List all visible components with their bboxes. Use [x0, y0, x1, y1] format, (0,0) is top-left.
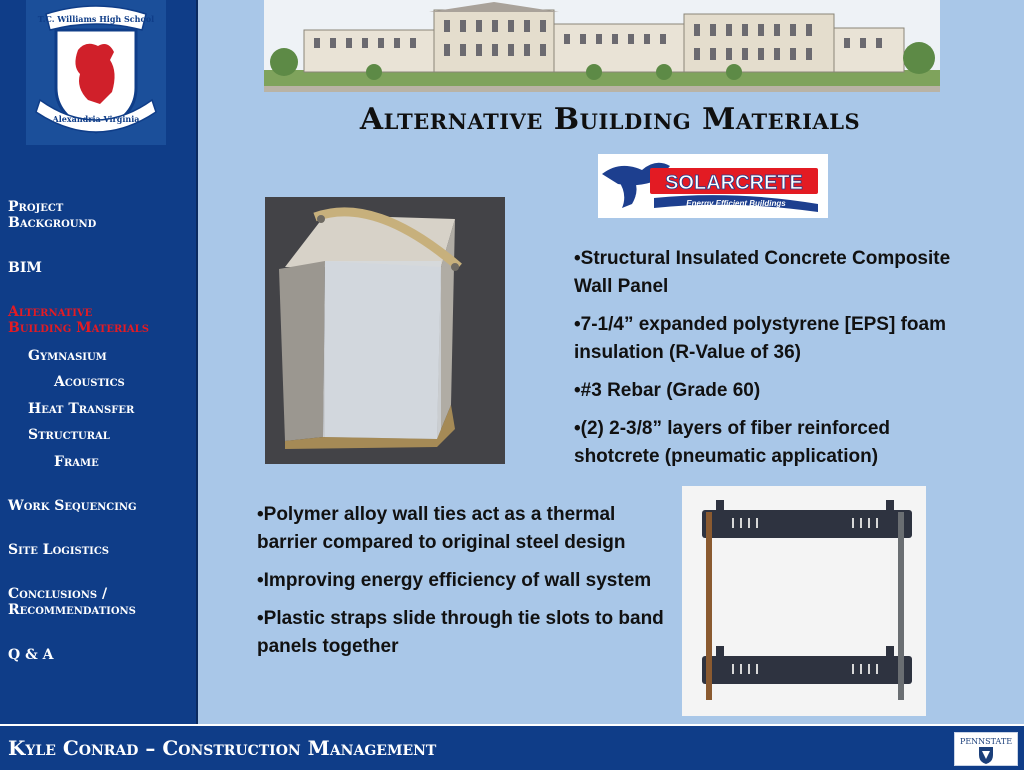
penn-state-logo [954, 732, 1018, 766]
nav-frame[interactable] [54, 454, 99, 470]
sidebar [0, 0, 198, 724]
nav-structural[interactable] [28, 427, 110, 443]
crest-bottom-text: Alexandria Virginia [52, 114, 140, 124]
nav-label: Structural [28, 427, 110, 443]
nav-conclusions-recommendations[interactable] [8, 586, 136, 618]
crest-top-text: T.C. Williams High School [37, 14, 155, 24]
nav-heat-transfer[interactable] [28, 401, 134, 417]
wall-panel-sample-photo [265, 197, 505, 464]
footer-bar [0, 724, 1024, 770]
nav-work-sequencing[interactable] [8, 498, 137, 514]
solarcrete-logo [598, 154, 828, 218]
nav-label: Background [8, 215, 97, 231]
nav-q-and-a[interactable] [8, 647, 53, 663]
nav-site-logistics[interactable] [8, 542, 109, 558]
nav-label: Alternative [8, 304, 93, 320]
nav-label: Site Logistics [8, 542, 110, 558]
panel-specs-list [574, 245, 974, 481]
wall-tie-photo [682, 486, 926, 716]
nav-label: Acoustics [54, 374, 125, 390]
bullet-item: •Improving energy efficiency of wall system [257, 570, 652, 591]
slide-title: Alternative Building Materials [359, 102, 861, 137]
nav-label: Conclusions / [8, 586, 108, 602]
nav-project-background[interactable] [8, 199, 96, 231]
nav-label: Project [8, 199, 64, 215]
nav-label: Gymnasium [28, 348, 107, 364]
bullet-item: •Plastic straps slide through tie slots to band panels together [257, 608, 664, 657]
school-crest-logo [26, 0, 166, 145]
nav-label: Building Materials [8, 320, 149, 336]
nav-bim[interactable] [8, 260, 42, 276]
nav-acoustics[interactable] [54, 374, 125, 390]
nav-label: Frame [54, 454, 99, 470]
nav-label: BIM [8, 260, 42, 276]
building-rendering-image [264, 0, 940, 92]
nav-alternative-building-materials[interactable] [8, 304, 149, 336]
solarcrete-logo-name: SOLARCRETE [665, 172, 803, 194]
nav-label: Recommendations [8, 602, 136, 618]
solarcrete-logo-tagline: Energy Efficient Buildings [686, 199, 786, 208]
nav-label: Heat Transfer [28, 401, 135, 417]
bullet-item: •#3 Rebar (Grade 60) [574, 380, 761, 401]
nav-label: Work Sequencing [8, 498, 137, 514]
wall-ties-list [257, 501, 672, 671]
bullet-item: •7-1/4” expanded polystyrene [EPS] foam insulation (R-Value of 36) [574, 314, 946, 363]
penn-state-logo-text: PENNSTATE [959, 737, 1013, 746]
footer-author-text: Kyle Conrad – Construction Management [8, 736, 437, 760]
bullet-item: •Structural Insulated Concrete Composite Wall Panel [574, 248, 951, 297]
nav-gymnasium[interactable] [28, 348, 107, 364]
bullet-item: •(2) 2-3/8” layers of fiber reinforced shotcrete (pneumatic application) [574, 418, 891, 467]
bullet-item: •Polymer alloy wall ties act as a thermal barrier compared to original steel design [257, 504, 626, 553]
nav-label: Q & A [8, 647, 54, 663]
